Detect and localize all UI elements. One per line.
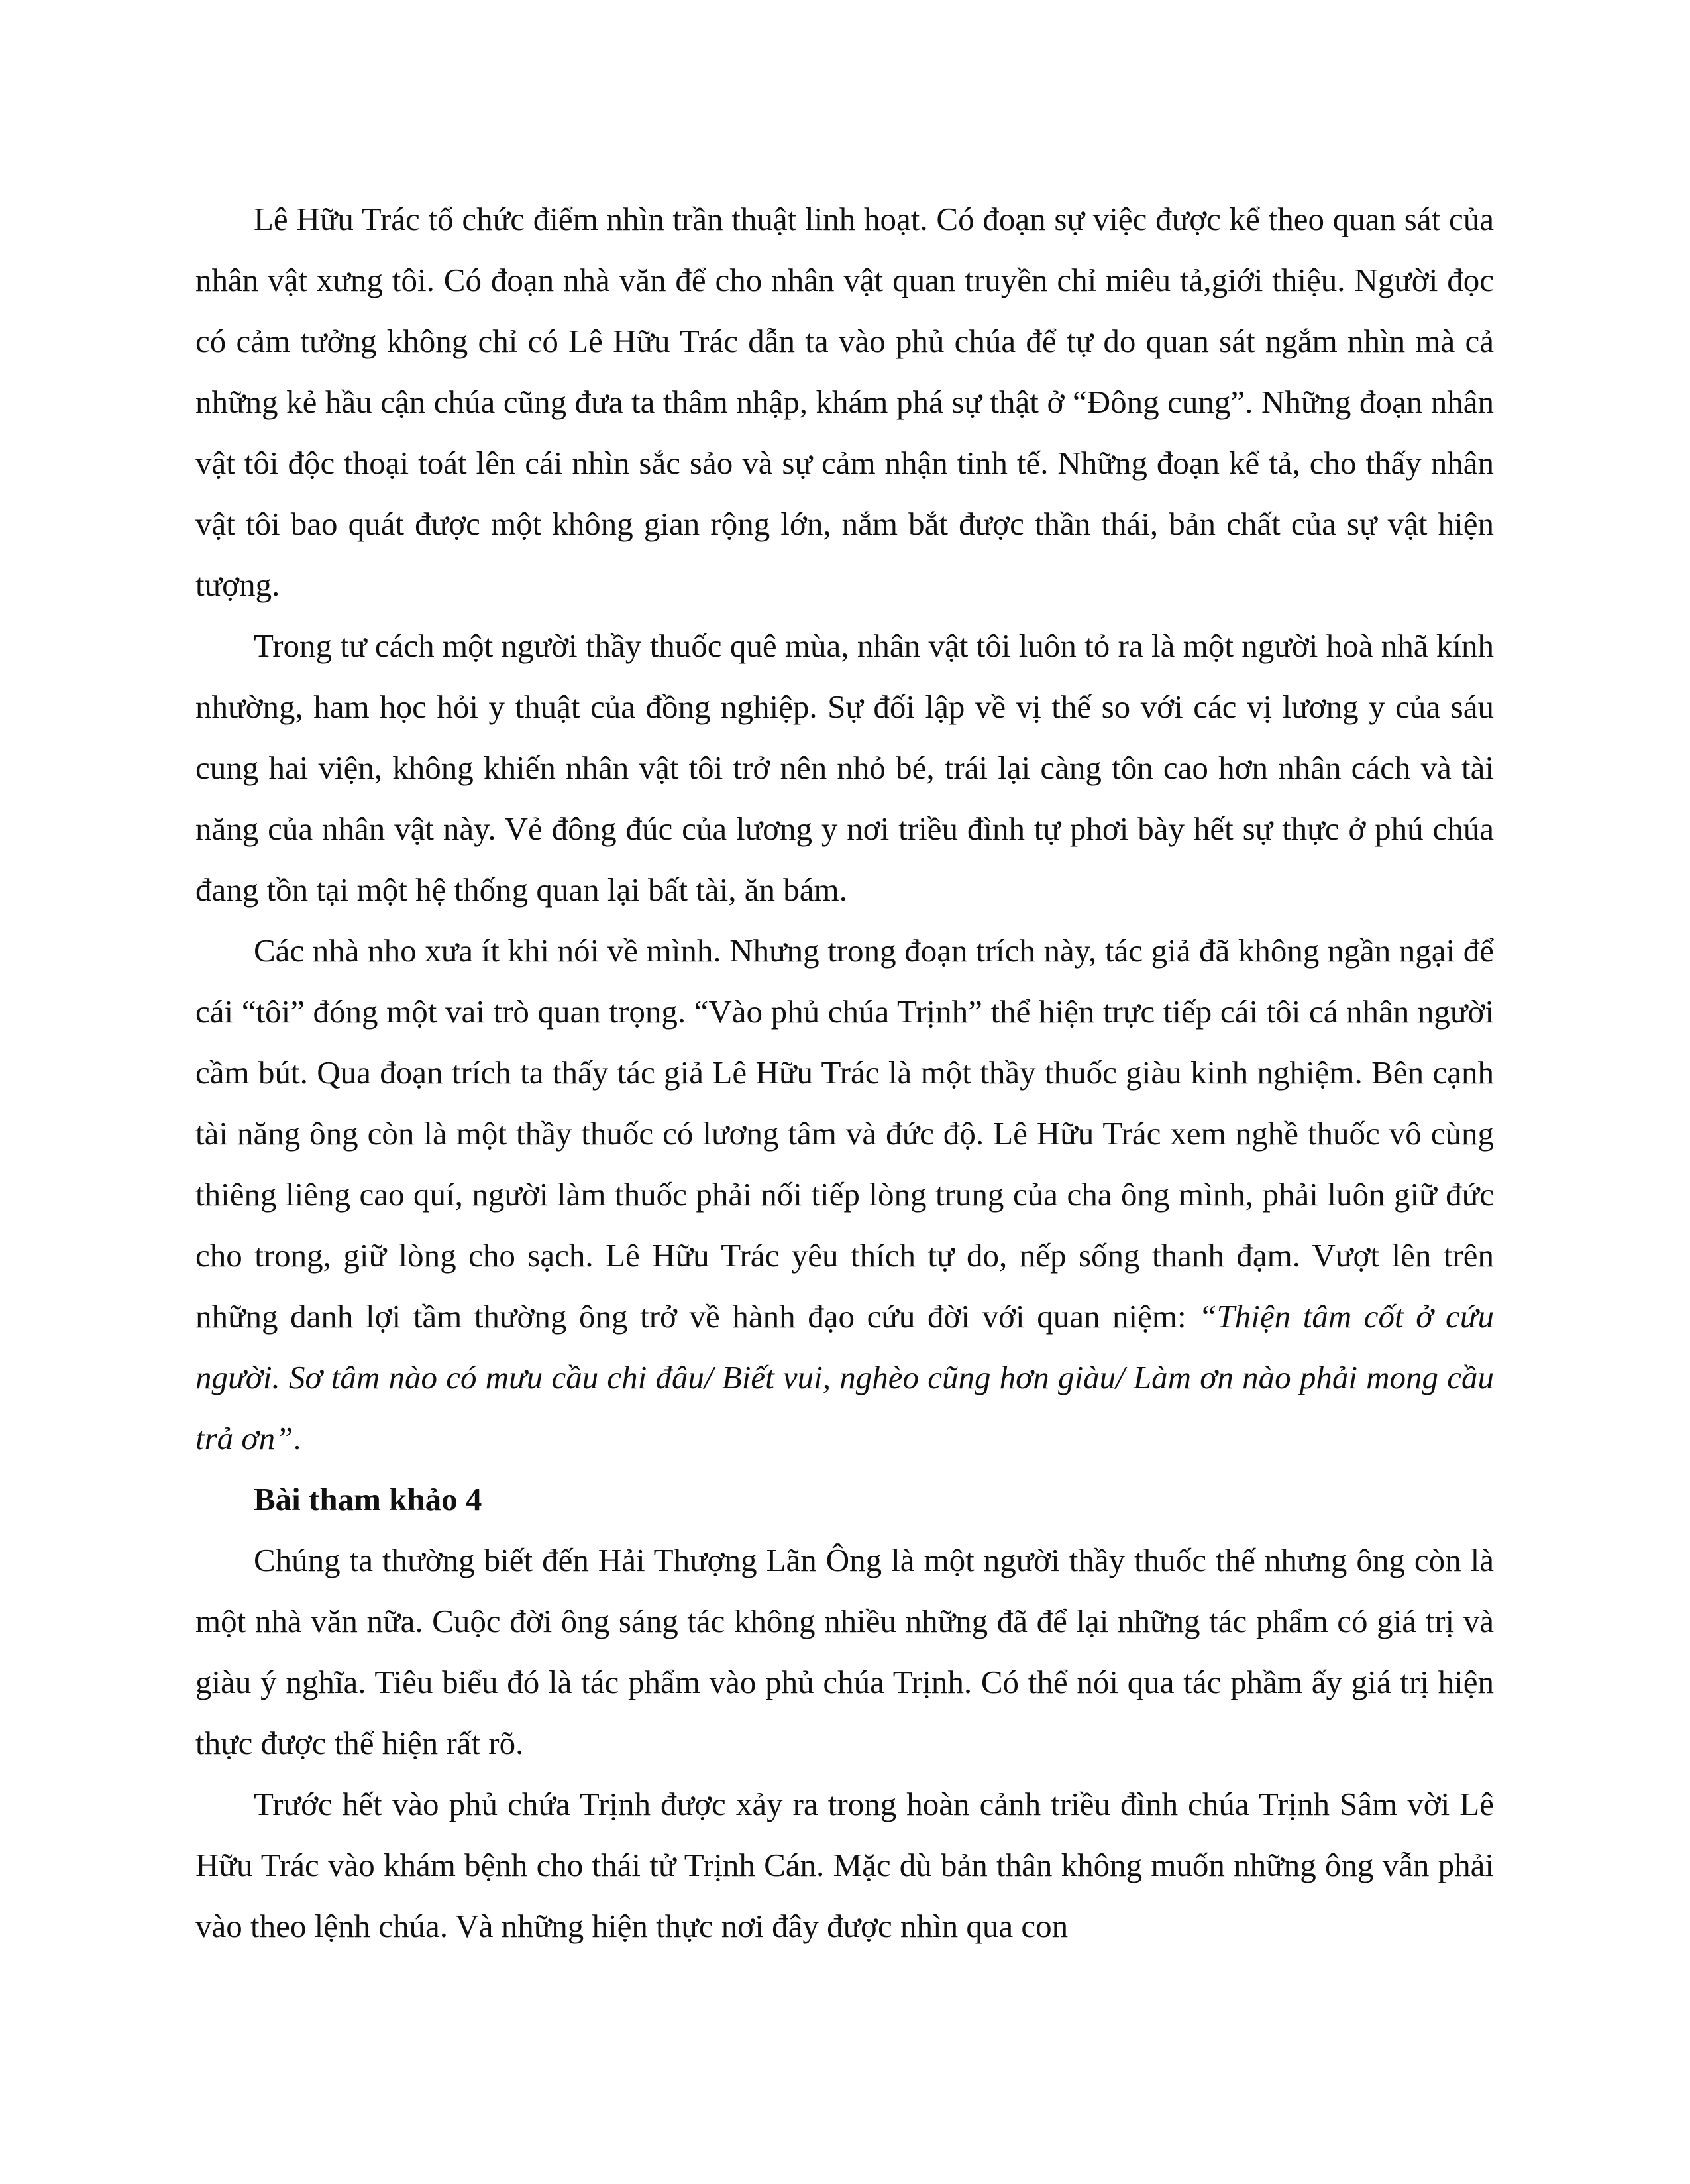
paragraph-context-trinh-sam <box>195 1774 1494 1957</box>
paragraph-end: . <box>293 1420 301 1456</box>
paragraph-author-self <box>195 920 1494 1469</box>
italic-quote: “Thiện tâm cốt ở cứu người. Sơ tâm nào có mưu cầu chi đâu/ Biết vui, nghèo cũng hơn giàu/ Làm ơn nào phải mong cầu trả ơn” <box>195 1298 1494 1456</box>
paragraph-narration-viewpoint <box>195 189 1494 616</box>
paragraph-text: Chúng ta thường biết đến Hải Thượng Lãn Ông là một người thầy thuốc thế nhưng ông còn là một nhà văn nữa. Cuộc đời ông sáng tác không nhiều những đã để lại những tác phẩm có giá trị và giàu ý nghĩa. Tiêu biểu đó là tác phẩm vào phủ chúa Trịnh. Có thể nói qua tác phầm ấy giá trị hiện thực được thể hiện rất rõ. <box>195 1542 1494 1761</box>
paragraph-text: Các nhà nho xưa ít khi nói về mình. Nhưng trong đoạn trích này, tác giả đã không ngần ngại để cái “tôi” đóng một vai trò quan trọng. “Vào phủ chúa Trịnh” thể hiện trực tiếp cái tôi cá nhân người cầm bút. Qua đoạn trích ta thấy tác giả Lê Hữu Trác là một thầy thuốc giàu kinh nghiệm. Bên cạnh tài năng ông còn là một thầy thuốc có lương tâm và đức độ. Lê Hữu Trác xem nghề thuốc vô cùng thiêng liêng cao quí, người làm thuốc phải nối tiếp lòng trung của cha ông mình, phải luôn giữ đức cho trong, giữ lòng cho sạch. Lê Hữu Trác yêu thích tự do, nếp sống thanh đạm. Vượt lên trên những danh lợi tầm thường ông trở về hành đạo cứu đời với quan niệm: <box>195 932 1494 1335</box>
paragraph-physician-character <box>195 616 1494 920</box>
paragraph-text: Trước hết vào phủ chứa Trịnh được xảy ra trong hoàn cảnh triều đình chúa Trịnh Sâm vời Lê Hữu Trác vào khám bệnh cho thái tử Trịnh Cán. Mặc dù bản thân không muốn những ông vẫn phải vào theo lệnh chúa. Và những hiện thực nơi đây được nhìn qua con <box>195 1786 1494 1944</box>
body-text <box>195 189 1494 1957</box>
section-heading: Bài tham khảo 4 <box>254 1481 482 1517</box>
paragraph-text: Lê Hữu Trác tổ chức điểm nhìn trần thuật linh hoạt. Có đoạn sự việc được kể theo quan sát của nhân vật xưng tôi. Có đoạn nhà văn để cho nhân vật quan truyền chỉ miêu tả,giới thiệu. Người đọc có cảm tưởng không chỉ có Lê Hữu Trác dẫn ta vào phủ chúa để tự do quan sát ngắm nhìn mà cả những kẻ hầu cận chúa cũng đưa ta thâm nhập, khám phá sự thật ở “Đông cung”. Những đoạn nhân vật tôi độc thoại toát lên cái nhìn sắc sảo và sự cảm nhận tinh tế. Những đoạn kể tả, cho thấy nhân vật tôi bao quát được một không gian rộng lớn, nắm bắt được thần thái, bản chất của sự vật hiện tượng. <box>195 201 1494 603</box>
paragraph-text: Trong tư cách một người thầy thuốc quê mùa, nhân vật tôi luôn tỏ ra là một người hoà nhã kính nhường, ham học hỏi y thuật của đồng nghiệp. Sự đối lập về vị thế so với các vị lương y của sáu cung hai viện, không khiến nhân vật tôi trở nên nhỏ bé, trái lại càng tôn cao hơn nhân cách và tài năng của nhân vật này. Vẻ đông đúc của lương y nơi triều đình tự phơi bày hết sự thực ở phú chúa đang tồn tại một hệ thống quan lại bất tài, ăn bám. <box>195 628 1494 908</box>
paragraph-intro-hai-thuong <box>195 1530 1494 1774</box>
